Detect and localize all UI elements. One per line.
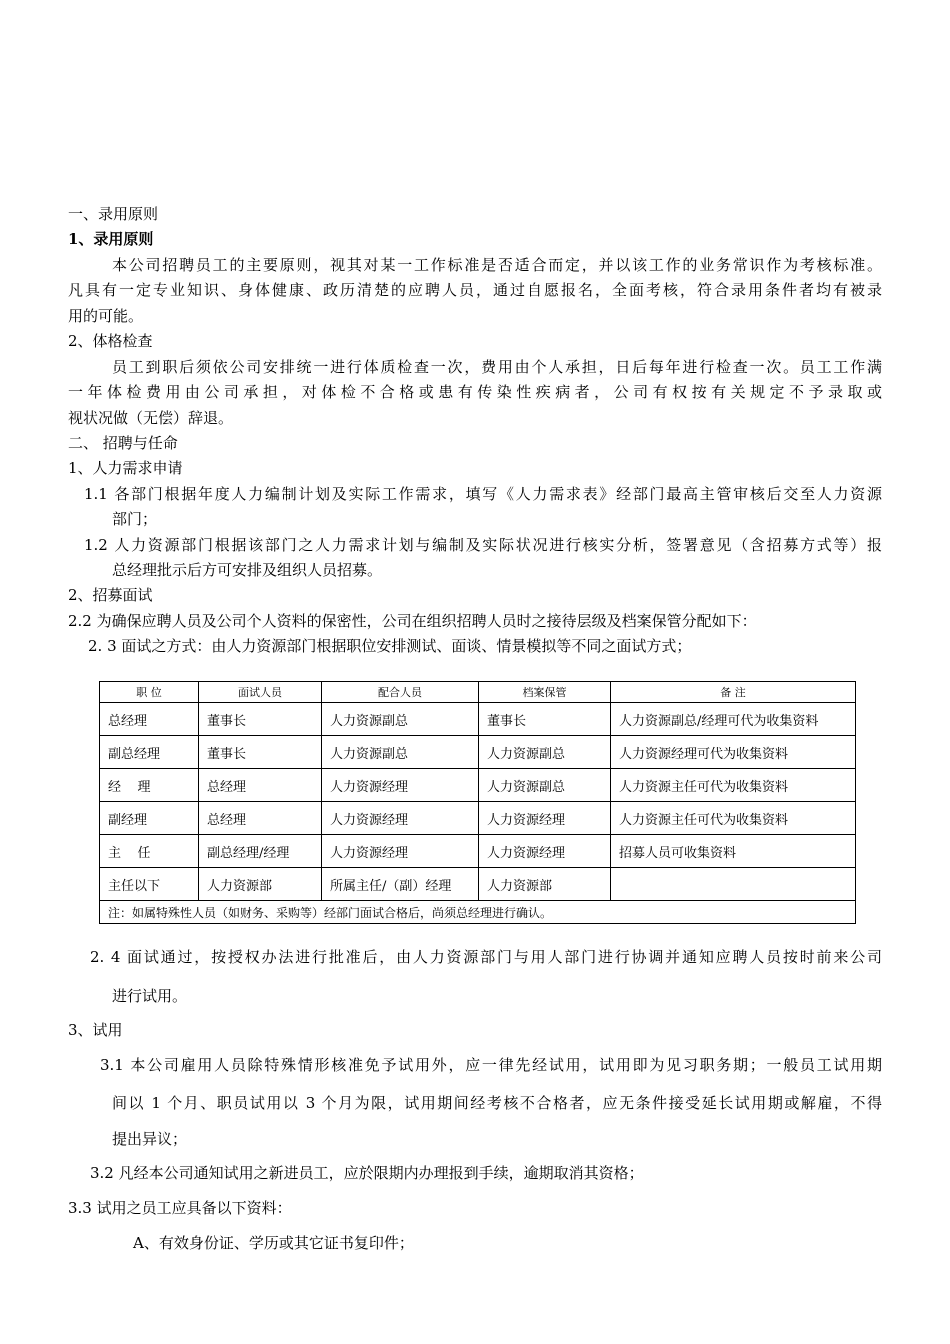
table-cell: 人力资源经理可代为收集资料	[611, 736, 856, 769]
section-heading-1: 一、录用原则	[68, 205, 159, 223]
table-cell: 人力资源主任可代为收集资料	[611, 769, 856, 802]
paragraph-line: 视状况做（无偿）辞退。	[68, 409, 234, 427]
column-header: 面试人员	[199, 682, 322, 703]
paragraph-line: 提出异议；	[112, 1130, 188, 1148]
paragraph-line: 总经理批示后方可安排及组织人员招募。	[112, 561, 383, 579]
paragraph-line: 凡具有一定专业知识、身体健康、政历清楚的应聘人员，通过自愿报名，全面考核，符合录用条件者均有被录	[68, 281, 882, 299]
column-header: 配合人员	[322, 682, 479, 703]
table-cell: 人力资源副总	[479, 736, 611, 769]
table-cell: 人力资源副总	[479, 769, 611, 802]
paragraph-line: 2.2 为确保应聘人员及公司个人资料的保密性，公司在组织招聘人员时之接待层级及档案保管分配如下：	[68, 612, 757, 630]
table-cell: 人力资源经理	[479, 802, 611, 835]
table-cell: 人力资源经理	[322, 802, 479, 835]
table-cell: 人力资源部	[479, 868, 611, 901]
subsection-title-interview: 2、招募面试	[68, 586, 153, 604]
table-cell: 人力资源经理	[479, 835, 611, 868]
table-cell: 招募人员可收集资料	[611, 835, 856, 868]
table-cell: 所属主任/（副）经理	[322, 868, 479, 901]
paragraph-line: 员工到职后须依公司安排统一进行体质检查一次，费用由个人承担，日后每年进行检查一次。员工工作满	[112, 358, 882, 376]
paragraph-line: 3.2 凡经本公司通知试用之新进员工，应於限期内办理报到手续，逾期取消其资格；	[90, 1164, 644, 1182]
table-cell: 人力资源经理	[322, 835, 479, 868]
table-note: 注：如属特殊性人员（如财务、采购等）经部门面试合格后，尚须总经理进行确认。	[100, 901, 856, 924]
table-cell: 人力资源经理	[322, 769, 479, 802]
table-cell: 人力资源副总	[322, 736, 479, 769]
table-row	[100, 802, 856, 835]
table-header-row	[100, 682, 856, 703]
subsection-title-probation: 3、试用	[68, 1021, 123, 1039]
table-cell: 副总经理/经理	[199, 835, 322, 868]
column-header: 档案保管	[479, 682, 611, 703]
subsection-title-medical-check: 2、体格检查	[68, 332, 153, 350]
column-header: 备 注	[611, 682, 856, 703]
table-row	[100, 835, 856, 868]
paragraph-line: 3.3 试用之员工应具备以下资料：	[68, 1199, 292, 1217]
table-cell: 人力资源主任可代为收集资料	[611, 802, 856, 835]
table-cell: 经 理	[100, 769, 199, 802]
interview-assignment-table	[99, 681, 856, 924]
table-row	[100, 868, 856, 901]
table-cell: 董事长	[479, 703, 611, 736]
table-cell: 主 任	[100, 835, 199, 868]
paragraph-line: 进行试用。	[112, 987, 188, 1005]
table-cell	[611, 868, 856, 901]
paragraph-line: 用的可能。	[68, 307, 144, 325]
paragraph-line: 间以 1 个月、职员试用以 3 个月为限，试用期间经考核不合格者，应无条件接受延长试用期或解雇，不得	[112, 1094, 882, 1112]
section-heading-2: 二、 招聘与任命	[68, 434, 178, 452]
paragraph-line: A、有效身份证、学历或其它证书复印件；	[133, 1234, 414, 1252]
paragraph-line: 1.1 各部门根据年度人力编制计划及实际工作需求，填写《人力需求表》经部门最高主管审核后交至人力资源	[84, 485, 882, 503]
table-row	[100, 736, 856, 769]
table-row	[100, 703, 856, 736]
table-cell: 总经理	[100, 703, 199, 736]
paragraph-line: 2. 3 面试之方式：由人力资源部门根据职位安排测试、面谈、情景模拟等不同之面试方式；	[88, 637, 692, 655]
table-note-row	[100, 901, 856, 924]
paragraph-line: 本公司招聘员工的主要原则，视其对某一工作标准是否适合而定，并以该工作的业务常识作为考核标准。	[112, 256, 882, 274]
table-cell: 人力资源副总/经理可代为收集资料	[611, 703, 856, 736]
subsection-title-hiring-principle: 1、录用原则	[68, 230, 154, 248]
paragraph-line: 一年体检费用由公司承担，对体检不合格或患有传染性疾病者，公司有权按有关规定不予录取或	[68, 383, 882, 401]
paragraph-line: 1.2 人力资源部门根据该部门之人力需求计划与编制及实际状况进行核实分析，签署意见（含招募方式等）报	[84, 536, 882, 554]
table-cell: 人力资源副总	[322, 703, 479, 736]
paragraph-line: 部门；	[112, 510, 158, 528]
table-cell: 主任以下	[100, 868, 199, 901]
paragraph-line: 2. 4 面试通过，按授权办法进行批准后，由人力资源部门与用人部门进行协调并通知应聘人员按时前来公司	[90, 948, 882, 966]
table-cell: 董事长	[199, 736, 322, 769]
table-cell: 副经理	[100, 802, 199, 835]
table-cell: 总经理	[199, 802, 322, 835]
subsection-title-manpower-request: 1、人力需求申请	[68, 459, 183, 477]
table-cell: 副总经理	[100, 736, 199, 769]
table-cell: 董事长	[199, 703, 322, 736]
table-cell: 人力资源部	[199, 868, 322, 901]
paragraph-line: 3.1 本公司雇用人员除特殊情形核准免予试用外，应一律先经试用，试用即为见习职务期；一般员工试用期	[100, 1056, 882, 1074]
table-cell: 总经理	[199, 769, 322, 802]
table-row	[100, 769, 856, 802]
column-header: 职 位	[100, 682, 199, 703]
